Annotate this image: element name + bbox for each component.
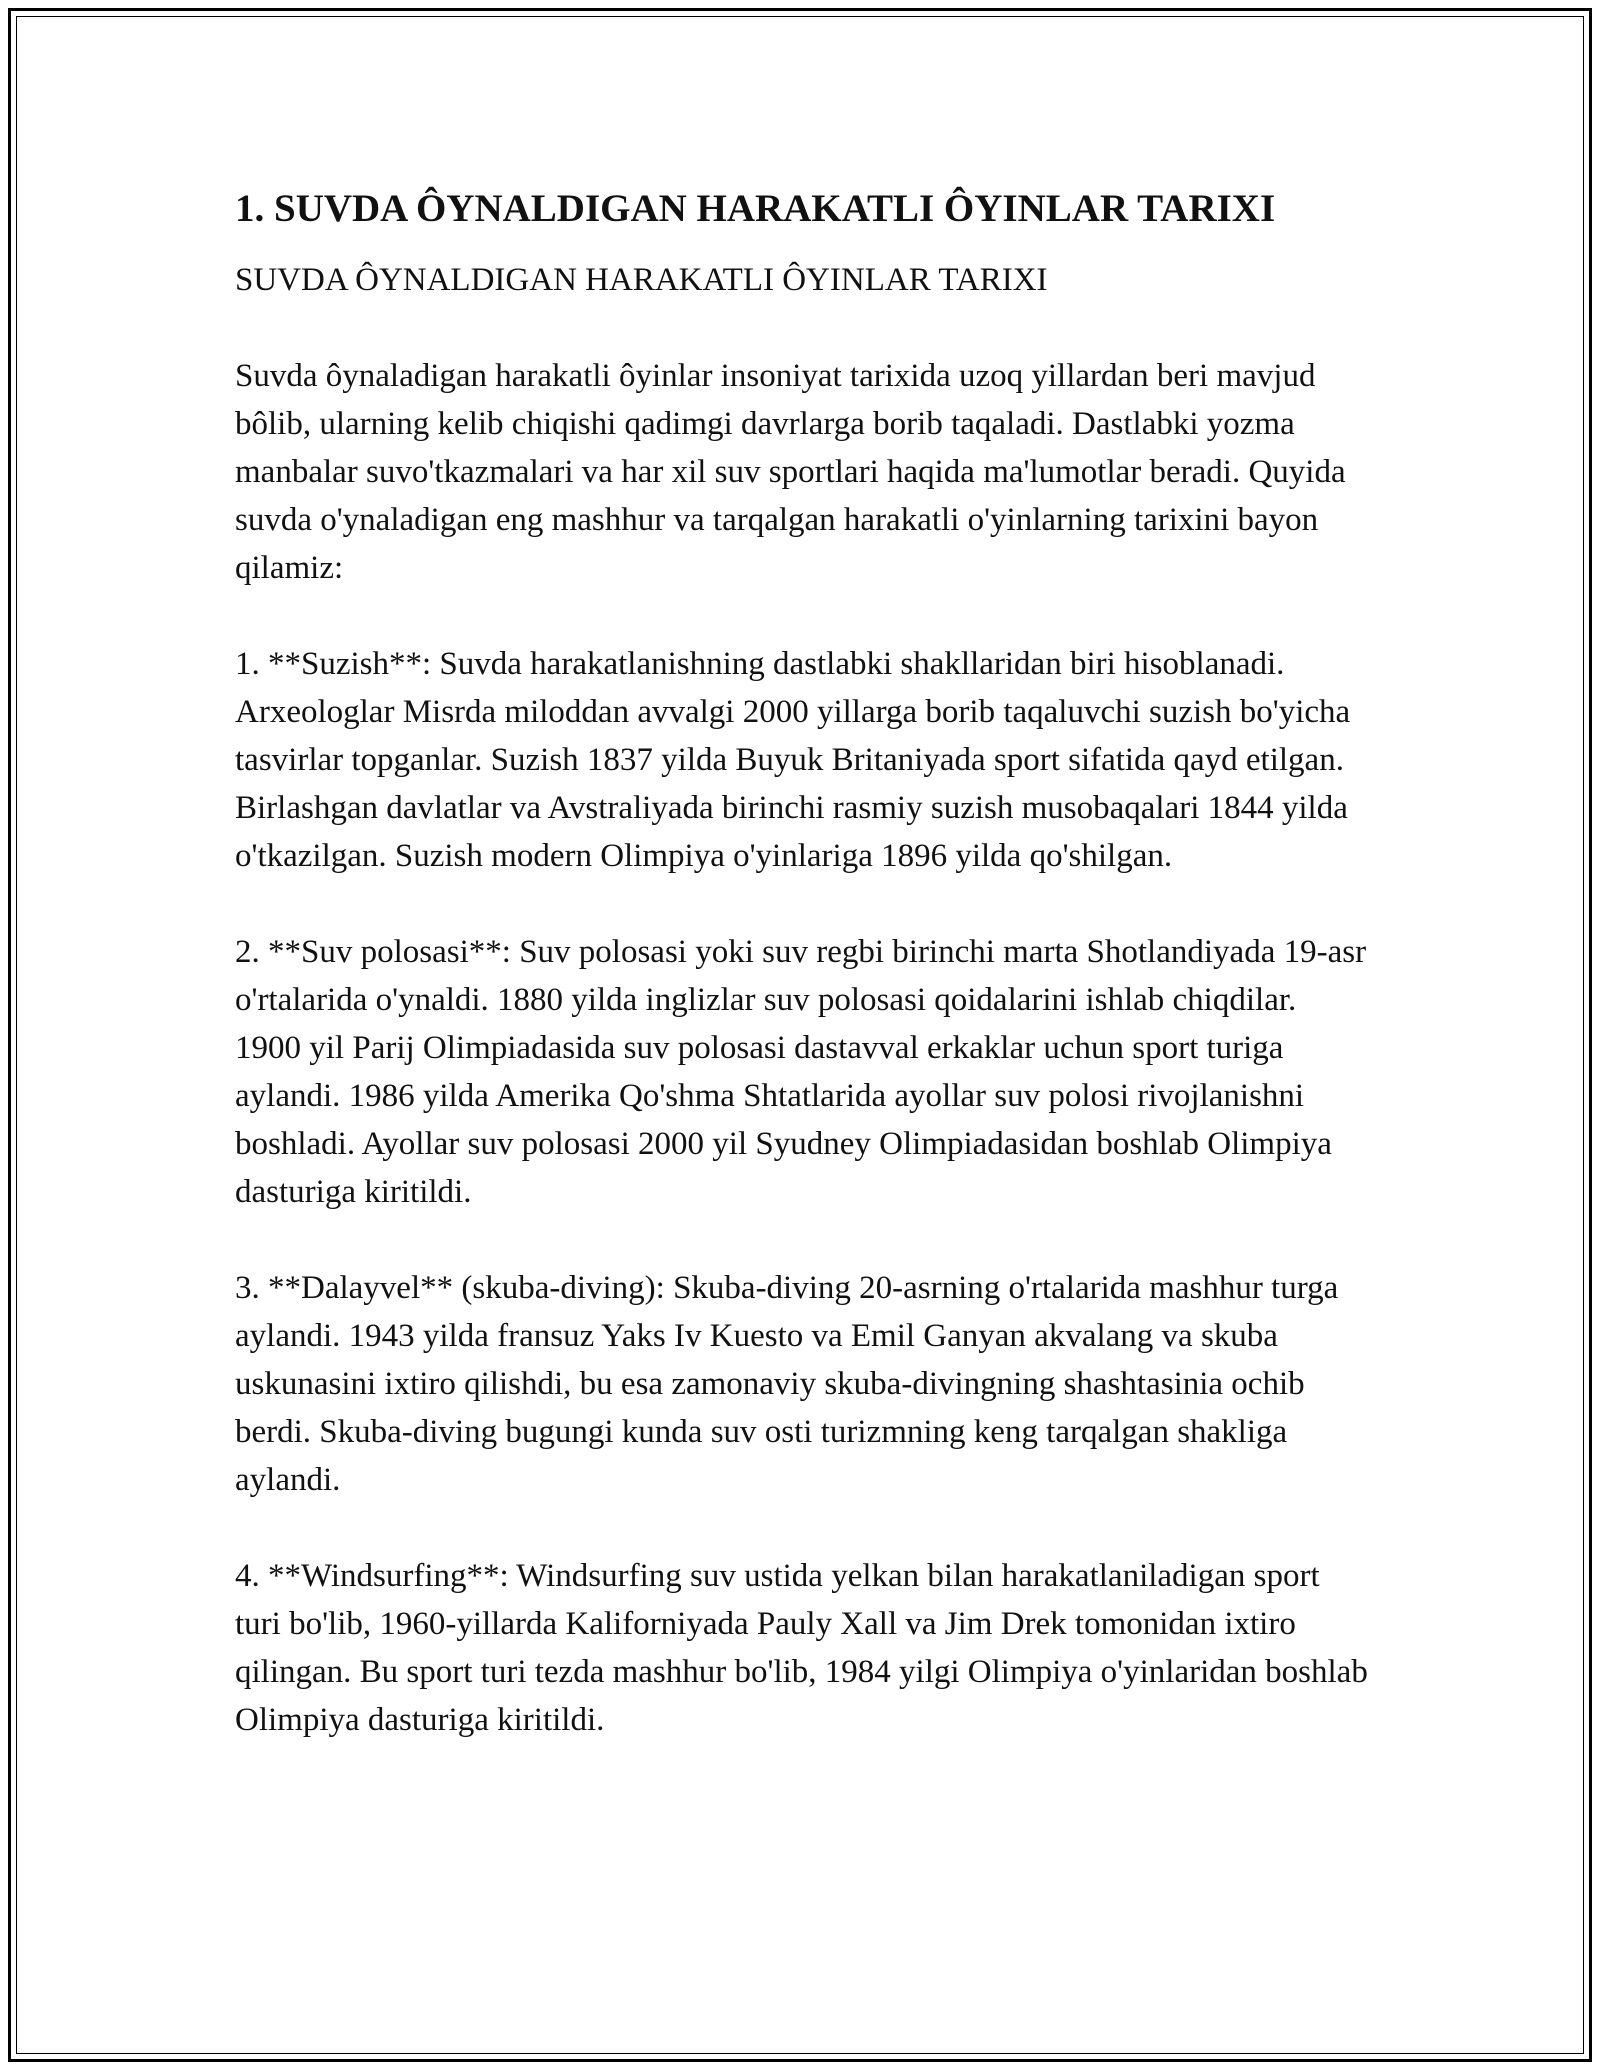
document-subheading: SUVDA ÔYNALDIGAN HARAKATLI ÔYINLAR TARIXI bbox=[235, 261, 1048, 298]
scuba-diving-paragraph: 3. **Dalayvel** (skuba-diving): Skuba-diving 20-asrning o'rtalarida mashhur turga aylandi. 1943 yilda fransuz Yaks Iv Kuesto va Emil Ganyan akvalang va skuba uskunasini ixtiro qilishdi, bu esa zamonaviy skuba-divingning shashtasinia ochib berdi. Skuba-diving bugungi kunda suv osti turizmning keng tarqalgan shakliga aylandi. bbox=[235, 1269, 1339, 1498]
water-polo-paragraph: 2. **Suv polosasi**: Suv polosasi yoki suv regbi birinchi marta Shotlandiyada 19-asr o'rtalarida o'ynaldi. 1880 yilda inglizlar suv polosasi qoidalarini ishlab chiqdilar. 1900 yil Parij Olimpiadasida suv polosasi dastavval erkaklar uchun sport turiga aylandi. 1986 yilda Amerika Qo'shma Shtatlarida ayollar suv polosi rivojlanishni boshladi. Ayollar suv polosasi 2000 yil Syudney Olimpiadasidan boshlab Olimpiya dasturiga kiritildi. bbox=[235, 933, 1367, 1210]
swimming-paragraph: 1. **Suzish**: Suvda harakatlanishning dastlabki shakllaridan biri hisoblanadi. Arxeologlar Misrda miloddan avvalgi 2000 yillarga borib taqaluvchi suzish bo'yicha tasvirlar topganlar. Suzish 1837 yilda Buyuk Britaniyada sport sifatida qayd etilgan. Birlashgan davlatlar va Avstraliyada birinchi rasmiy suzish musobaqalari 1844 yilda o'tkazilgan. Suzish modern Olimpiya o'yinlariga 1896 yilda qo'shilgan. bbox=[235, 645, 1351, 874]
intro-paragraph: Suvda ôynaladigan harakatli ôyinlar insoniyat tarixida uzoq yillardan beri mavjud bôlib, ularning kelib chiqishi qadimgi davrlarga borib taqaladi. Dastlabki yozma manbalar suvo'tkazmalari va har xil suv sportlari haqida ma'lumotlar beradi. Quyida suvda o'ynaladigan eng mashhur va tarqalgan harakatli o'yinlarning tarixini bayon qilamiz: bbox=[235, 357, 1346, 586]
document-body bbox=[235, 186, 1370, 1792]
windsurfing-paragraph: 4. **Windsurfing**: Windsurfing suv ustida yelkan bilan harakatlaniladigan sport turi bo'lib, 1960-yillarda Kaliforniyada Pauly Xall va Jim Drek tomonidan ixtiro qilingan. Bu sport turi tezda mashhur bo'lib, 1984 yilgi Olimpiya o'yinlaridan boshlab Olimpiya dasturiga kiritildi. bbox=[235, 1557, 1368, 1738]
document-heading: 1. SUVDA ÔYNALDIGAN HARAKATLI ÔYINLAR TARIXI bbox=[235, 187, 1276, 230]
